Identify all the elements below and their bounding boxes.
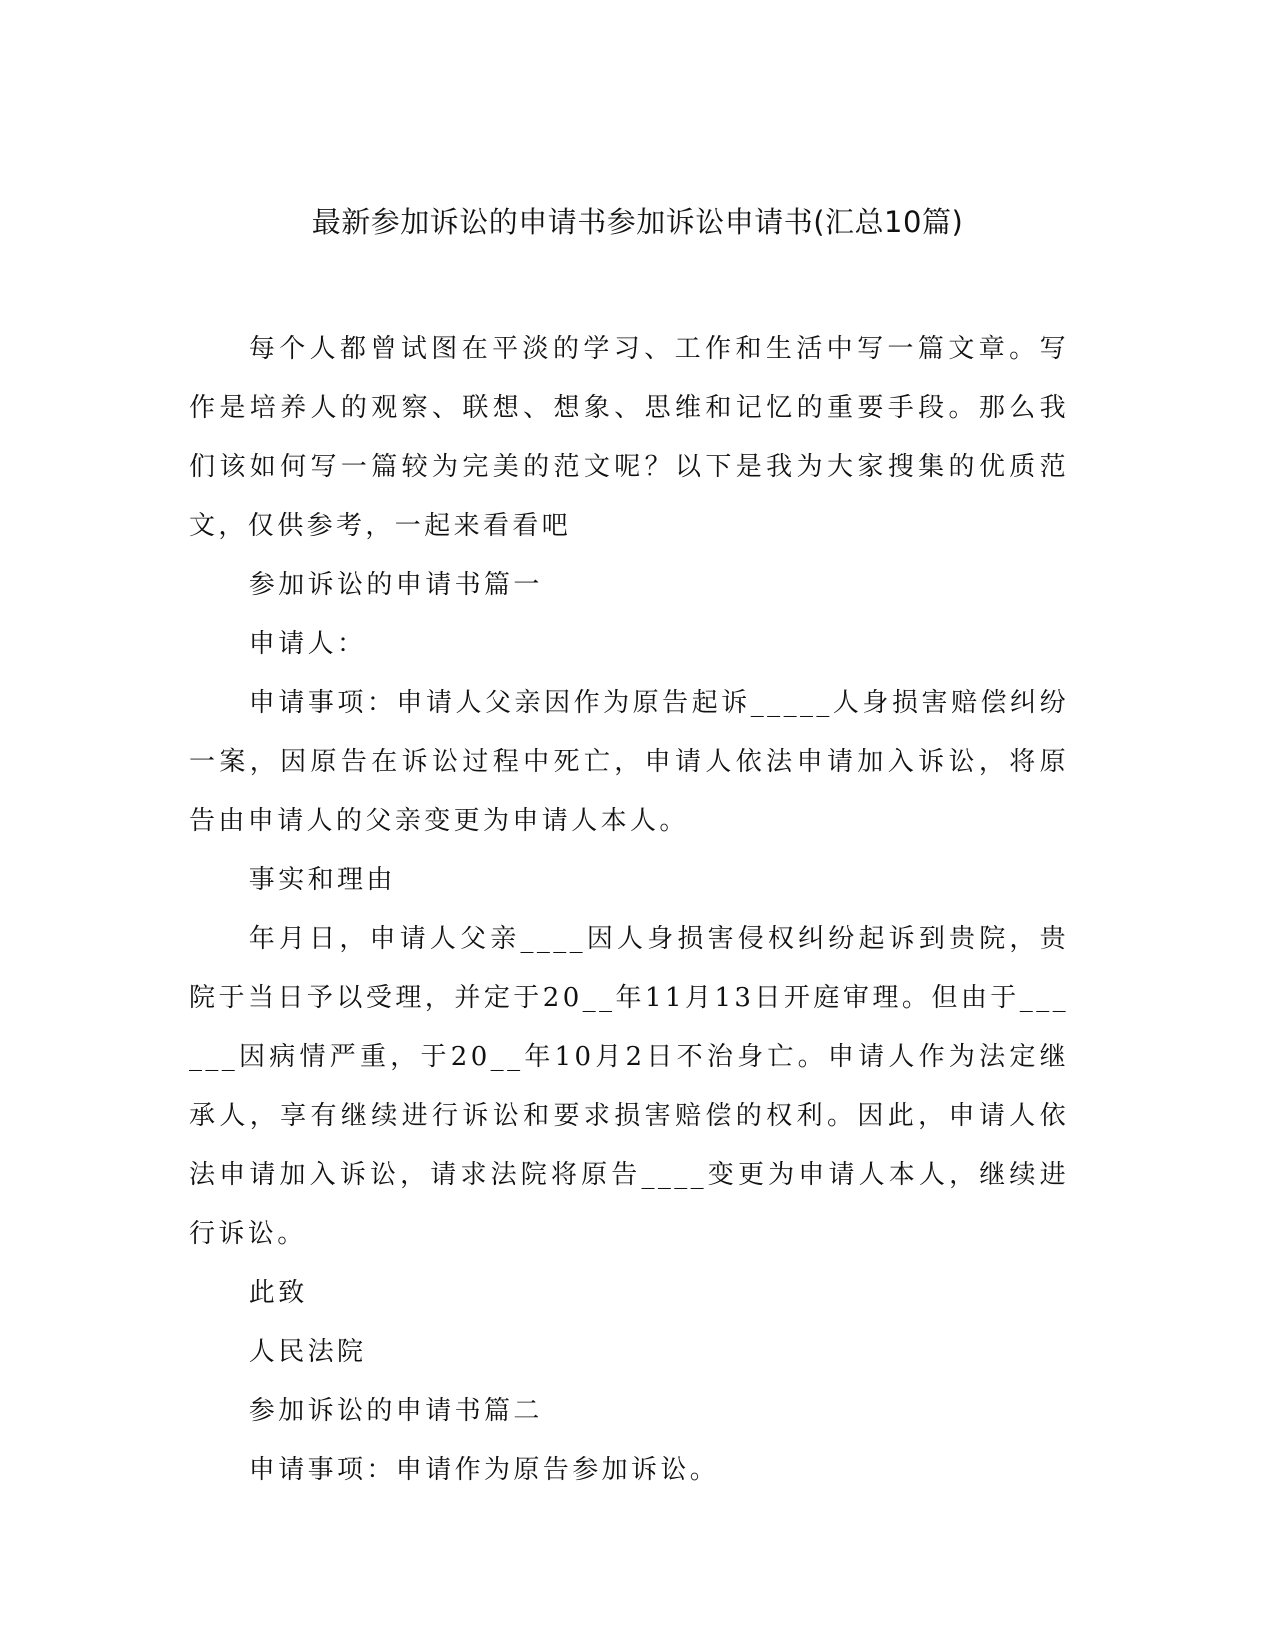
facts-paragraph: 年月日，申请人父亲____因人身损害侵权纠纷起诉到贵院，贵院于当日予以受理，并定于20__年11月13日开庭审理。但由于______因病情严重，于20__年10月2日不治身亡。申请人作为法定继承人，享有继续进行诉讼和要求损害赔偿的权利。因此，申请人依法申请加入诉讼，请求法院将原告____变更为申请人本人，继续进行诉讼。 — [189, 924, 1069, 1249]
application-matters-2: 申请事项：申请作为原告参加诉讼。 — [248, 1455, 720, 1485]
section-heading-1: 参加诉讼的申请书篇一 — [248, 570, 543, 600]
facts-heading: 事实和理由 — [248, 865, 396, 895]
court-line: 人民法院 — [248, 1337, 367, 1367]
document-body — [189, 320, 1069, 1500]
applicant-line: 申请人： — [248, 629, 367, 659]
section-heading-2: 参加诉讼的申请书篇二 — [248, 1396, 543, 1426]
application-matters-1: 申请事项：申请人父亲因作为原告起诉_____人身损害赔偿纠纷一案，因原告在诉讼过程中死亡，申请人依法申请加入诉讼，将原告由申请人的父亲变更为申请人本人。 — [189, 688, 1069, 836]
document-title: 最新参加诉讼的申请书参加诉讼申请书(汇总10篇) — [311, 205, 964, 239]
intro-paragraph: 每个人都曾试图在平淡的学习、工作和生活中写一篇文章。写作是培养人的观察、联想、想象、思维和记忆的重要手段。那么我们该如何写一篇较为完美的范文呢？以下是我为大家搜集的优质范文，仅供参考，一起来看看吧 — [189, 334, 1069, 541]
salutation-line: 此致 — [248, 1278, 308, 1308]
